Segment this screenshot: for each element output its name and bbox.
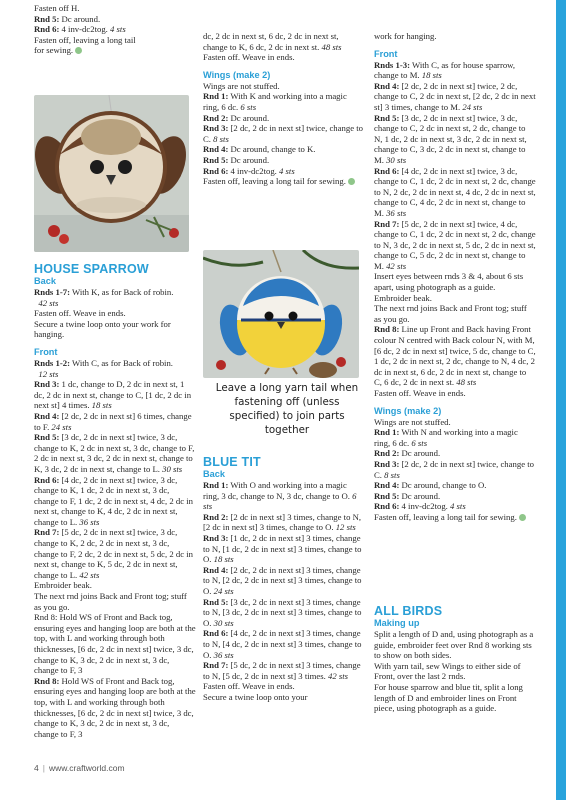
line: Fasten off. Weave in ends.: [203, 681, 295, 692]
tip-callout: Leave a long yarn tail when fastening off (unless specified) to join parts together: [215, 382, 359, 436]
section-heading: ALL BIRDS: [374, 604, 443, 618]
line: work for hanging.: [374, 31, 437, 41]
rnd-line: Rnd 5: [3 dc, 2 dc in next st] twice, 3 dc, change to C, 2 dc in next st, 2 dc, change to N, 1 dc, 2 dc in next st, 3 dc, 2 dc in next st, change to C, 3 dc, 2 dc in next st, change to M. 30 sts: [374, 112, 527, 165]
subheading: Front: [374, 48, 398, 59]
rnd-line: Rnd 2: Dc around.: [374, 448, 441, 459]
line: With yarn tail, sew Wings to either side of Front, over the last 2 rnds.: [374, 660, 521, 682]
section-heading: BLUE TIT: [203, 455, 261, 469]
line: Split a length of D and, using photograph as a guide, embroider feet over Rnd 8 working sts to show on both sides.: [374, 629, 534, 661]
line: For house sparrow and blue tit, split a long length of D and embroider lines on Front piece, using photograph as a guide.: [374, 681, 523, 714]
rnd-line: Rnds 1-2: With C, as for Back of robin. 12 sts: [34, 357, 173, 379]
house-sparrow-section: [34, 262, 196, 739]
end-bullet-icon: [519, 514, 526, 521]
rnd-line: Rnd 7: [5 dc, 2 dc in next st] twice, 3 dc, change to K, 2 dc, 2 dc in next st, 3 dc, change to F, 2 dc, 2 dc in next st, 5 dc, 2 dc in next st, change to K, 5 dc, 2 dc in next st, change to L. 42 sts: [34, 527, 194, 580]
rnd-line: Rnd 8: Hold WS of Front and Back tog, ensuring eyes and hanging loop are both at the top, with L and working through both thicknesses, [6 dc, 2 dc in next st] twice, 3 dc, change to K, 3 dc, 2 dc in next st, 3 dc, change to F, 3: [34, 675, 196, 739]
rnd-line: Rnd 6: [4 dc, 2 dc in next st] 3 times, change to N, [4 dc, 2 dc in next st] 3 times, change to O. 36 sts: [203, 628, 362, 660]
line: Fasten off. Weave in ends.: [374, 388, 466, 398]
blue-tit-photo: [203, 250, 359, 378]
line: Secure a twine loop onto your work for hanging.: [34, 318, 171, 340]
rnd-line: Rnd 3: 1 dc, change to D, 2 dc in next st, 1 dc, 2 dc in next st, change to C, [1 dc, 2 dc in next st] 4 times. 18 sts: [34, 379, 192, 411]
line: Rnd 8: Hold WS of Front and Back tog, ensuring eyes and hanging loop are both at the top, with L and working through both thicknesses, [6 dc, 2 dc in next st] twice, 3 dc, change to K, 3 dc, 2 dc in next st, 3 dc, change to F, 3: [34, 612, 196, 676]
blue-tit-section: [203, 455, 365, 702]
section-heading: HOUSE SPARROW: [34, 262, 149, 276]
rnd-line: Rnd 6: [4 dc, 2 dc in next st] twice, 3 dc, change to C, 1 dc, 2 dc in next st, 2 dc, change to N, 2 dc, 2 dc in next st, 4 dc, 2 dc in next st, change to C, 4 dc, 2 dc in next st, change to M. 36 sts: [374, 165, 536, 218]
subheading: Wings (make 2): [374, 405, 442, 416]
rnd-line: Rnd 4: Dc around, change to K.: [203, 144, 316, 155]
line: Fasten off. Weave in ends.: [34, 308, 126, 319]
rnd-line: Rnd 8: Line up Front and Back having Front colour N centred with Back colour N, with M, [6 dc, 2 dc in next st] twice, 5 dc, change to C, 1 dc, 2 dc in next st, 2 dc, change to N, 4 dc, 2 dc in next st, 6 dc, 2 dc in next st, change to C, 6 dc, 2 dc in next st. 48 sts: [374, 324, 536, 388]
line: Wings are not stuffed.: [374, 416, 451, 427]
line: dc, 2 dc in next st, 6 dc, 2 dc in next st, change to K, 6 dc, 2 dc in next st. 48 sts: [203, 31, 342, 52]
subheading: Making up: [374, 618, 420, 628]
rnd-line: Rnd 6: [4 dc, 2 dc in next st] twice, 3 dc, change to K, 1 dc, 2 dc in next st, 3 dc, change to F, 1 dc, 2 dc in next st, 4 dc, 2 dc in next st, change to K, 4 dc, 2 dc in next st, change to L. 36 sts: [34, 474, 194, 527]
rnd-line: Rnd 5: [3 dc, 2 dc in next st] 3 times, change to N, [3 dc, 2 dc in next st] 3 times, change to O. 30 sts: [203, 596, 362, 628]
page-footer: 4 | www.craftworld.com: [34, 763, 125, 773]
end-bullet-icon: [75, 47, 82, 54]
rnd-line: Rnd 6: 4 inv-dc2tog. 4 sts: [203, 165, 295, 176]
rnd-line: Rnd 1: With K and working into a magic ring, 6 dc. 6 sts: [203, 91, 347, 112]
column-3: [374, 31, 536, 523]
rnd-line: Rnd 1: With N and working into a magic ring, 6 dc. 6 sts: [374, 427, 518, 448]
line: Fasten off. Weave in ends.: [203, 52, 295, 63]
subheading: Wings (make 2): [203, 69, 271, 80]
column-1: [34, 3, 196, 56]
rnd-line: Rnd 3: [2 dc, 2 dc in next st] twice, change to C. 8 sts: [203, 123, 363, 144]
line: Wings are not stuffed.: [203, 80, 280, 91]
rnd-line: Rnds 1-7: With K, as for Back of robin. 42 sts: [34, 287, 174, 308]
robin-photo: [34, 95, 189, 252]
footer-link[interactable]: www.craftworld.com: [48, 763, 125, 773]
rnd-line: Rnd 6: 4 inv-dc2tog. 4 sts: [374, 501, 466, 512]
rnd-line: Rnd 2: Dc around.: [203, 112, 270, 123]
line: Fasten off, leaving a long tail for sewing.: [34, 34, 136, 56]
rnd-line: Rnd 5: Dc around.: [374, 490, 441, 501]
column-2: [203, 31, 365, 187]
line: Fasten off, leaving a long tail for sewing.: [374, 512, 536, 523]
rnd-line: Rnd 5: [3 dc, 2 dc in next st] twice, 3 dc, change to K, 2 dc in next st, 3 dc, change to F, 2 dc in next st, 3 dc, 2 dc in next st, change to K, 3 dc, 2 dc in next st, change to L. 30 sts: [34, 432, 195, 474]
rnd-line: Rnd 4: [2 dc, 2 dc in next st] 3 times, change to N, [2 dc, 2 dc in next st] 3 times, change to O. 24 sts: [203, 564, 362, 596]
line: The next rnd joins Back and Front tog; stuff as you go.: [34, 591, 187, 612]
subheading: Front: [34, 346, 58, 357]
rnd-line: Rnd 4: [2 dc, 2 dc in next st] 6 times, change to F. 24 sts: [34, 410, 192, 432]
rnd-line: Rnds 1-3: With C, as for house sparrow, change to M. 18 sts: [374, 59, 516, 81]
page-number: 4: [34, 763, 39, 773]
watermark: PassionForum.ru: [479, 781, 554, 791]
line: Insert eyes between rnds 3 & 4, about 6 sts apart, using photograph as a guide.: [374, 271, 524, 293]
rnd-line: Rnd 3: [2 dc, 2 dc in next st] twice, change to C. 8 sts: [374, 458, 534, 480]
line: Fasten off, leaving a long tail for sewing.: [203, 176, 365, 187]
line: Secure a twine loop onto your: [203, 691, 308, 702]
rnd-line: Rnd 2: [2 dc in next st] 3 times, change to N, [2 dc in next st] 3 times, change to O. 12 sts: [203, 511, 362, 533]
rnd-line: Rnd 4: [2 dc, 2 dc in next st] twice, 2 dc, change to C, 2 dc in next st, [2 dc, 2 dc in next st] 3 times, change to M. 24 sts: [374, 80, 536, 112]
rnd-line: Rnd 6: 4 inv-dc2tog. 4 sts: [34, 24, 126, 35]
rnd-line: Rnd 7: [5 dc, 2 dc in next st] twice, 4 dc, change to C, 1 dc, 2 dc in next st, 2 dc, change to N, 3 dc, 2 dc in next st, 5 dc, 2 dc in next st, change to C, 5 dc, 2 dc in next st, change to M. 42 sts: [374, 218, 536, 271]
rnd-line: Rnd 5: Dc around.: [34, 13, 101, 24]
end-bullet-icon: [348, 178, 355, 185]
subheading: Back: [34, 276, 56, 286]
rnd-line: Rnd 7: [5 dc, 2 dc in next st] 3 times, change to N, [5 dc, 2 dc in next st] 3 times. 42 sts: [203, 660, 361, 681]
subheading: Back: [203, 469, 225, 479]
line: Embroider beak.: [374, 292, 432, 303]
line: Embroider beak.: [34, 580, 92, 591]
rnd-line: Rnd 1: With O and working into a magic ring, 3 dc, change to N, 3 dc, change to O. 6 sts: [203, 480, 357, 512]
line: The next rnd joins Back and Front tog; stuff as you go.: [374, 303, 527, 324]
line: Fasten off H.: [34, 3, 80, 13]
rnd-line: Rnd 4: Dc around, change to O.: [374, 480, 487, 491]
all-birds-section: [374, 604, 536, 714]
rnd-line: Rnd 3: [1 dc, 2 dc in next st] 3 times, change to N, [1 dc, 2 dc in next st] 3 times, change to O. 18 sts: [203, 532, 362, 565]
rnd-line: Rnd 5: Dc around.: [203, 154, 270, 165]
